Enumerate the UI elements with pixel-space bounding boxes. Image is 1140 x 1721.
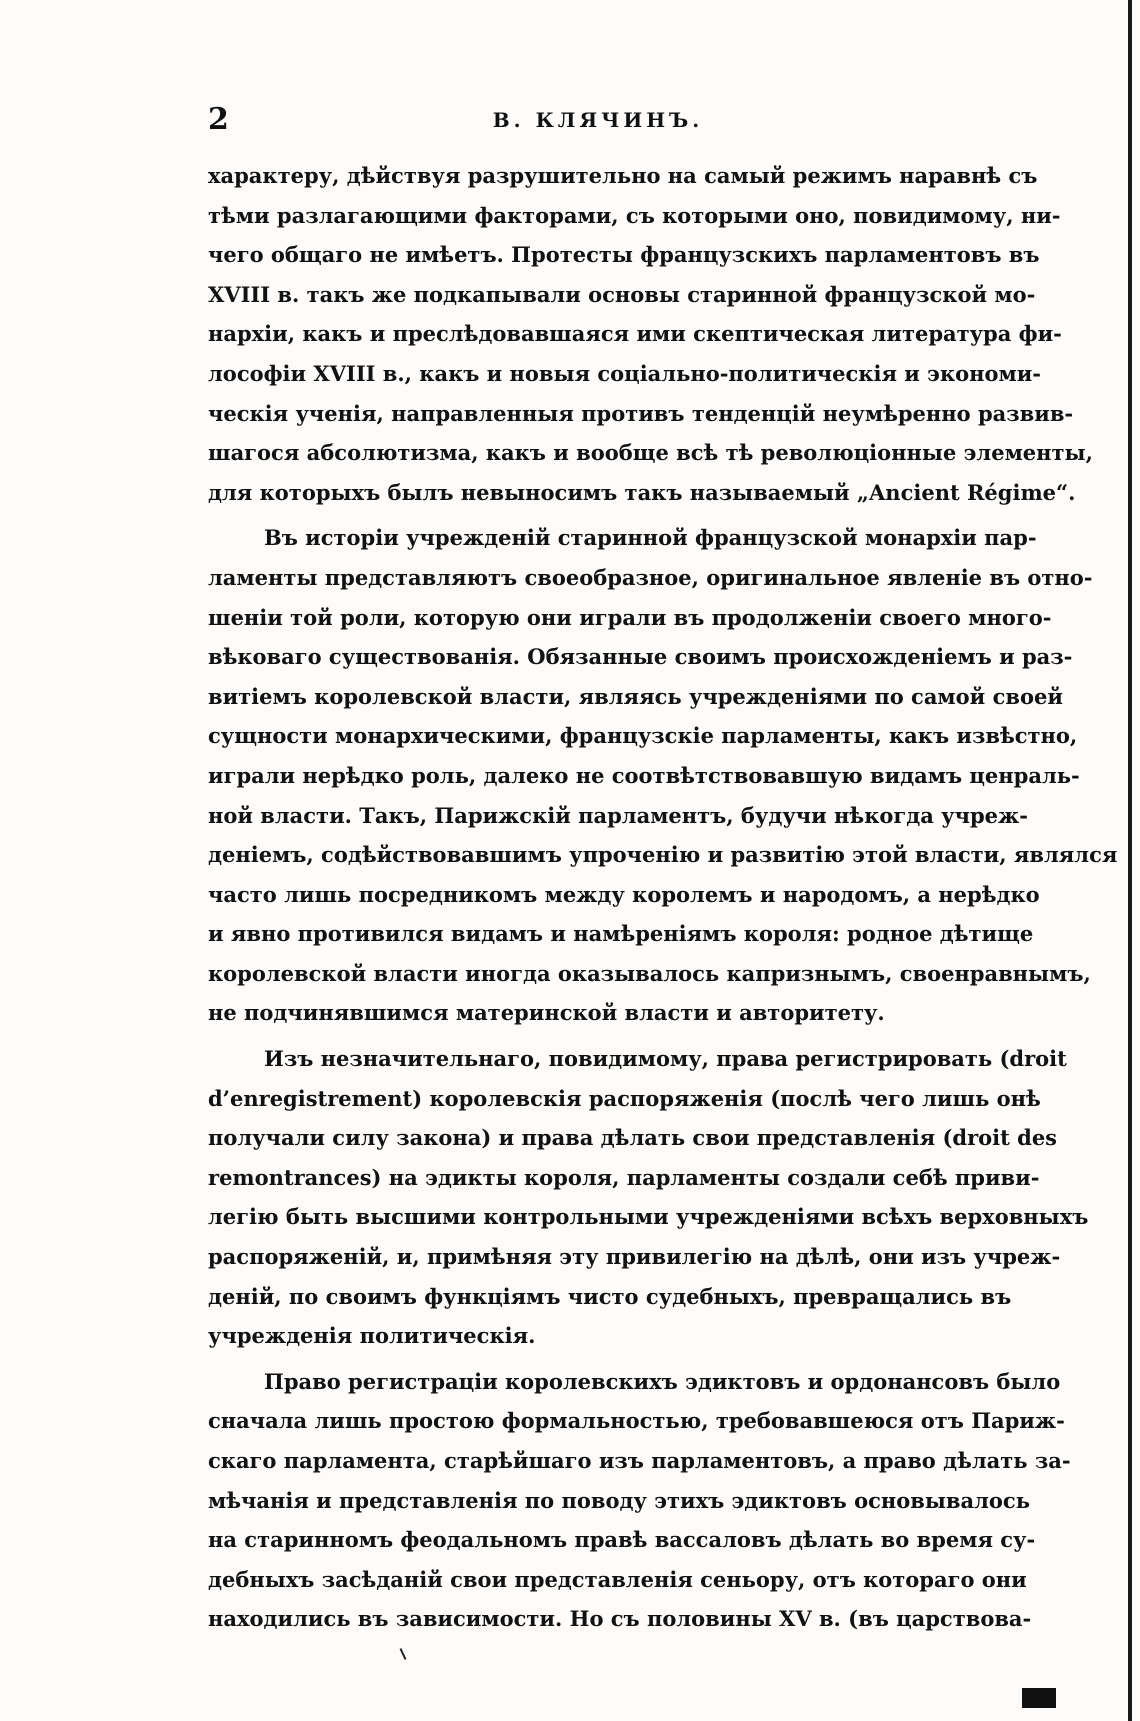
text-line: королевской власти иногда оказывалось капризнымъ, своенравнымъ, bbox=[208, 960, 1091, 986]
text-line: сначала лишь простою формальностью, требовавшеюся отъ Париж- bbox=[208, 1408, 1065, 1434]
text-line: шеніи той роли, которую они играли въ продолженіи своего много- bbox=[208, 604, 1052, 630]
text-line: на старинномъ феодальномъ правѣ вассаловъ дѣлать во время су- bbox=[208, 1527, 1036, 1553]
text-line: сущности монархическими, французскіе парламенты, какъ извѣстно, bbox=[208, 723, 1078, 749]
paragraph bbox=[208, 156, 1093, 512]
text-line: характеру, дѣйствуя разрушительно на самый режимъ наравнѣ съ bbox=[208, 163, 1038, 188]
text-line: мѣчанія и представленія по поводу этихъ эдиктовъ основывалось bbox=[208, 1487, 1030, 1513]
paragraph bbox=[208, 1039, 1089, 1356]
text-line: находились въ зависимости. Но съ половины XV в. (въ царствова- bbox=[208, 1606, 1032, 1632]
text-line: получали силу закона) и права дѣлать свои представленія (droit des bbox=[208, 1125, 1058, 1151]
running-title: В. КЛЯЧИНЪ. bbox=[492, 108, 704, 132]
text-line: Изъ незначительнаго, повидимому, права регистрировать (droit bbox=[264, 1046, 1067, 1072]
text-line: скаго парламента, старѣйшаго изъ парламентовъ, а право дѣлать за- bbox=[208, 1448, 1071, 1473]
page-number: 2 bbox=[208, 102, 229, 137]
text-line: d’enregistrement) королевскія распоряженія (послѣ чего лишь онѣ bbox=[208, 1085, 1041, 1111]
page-binding-edge bbox=[1128, 0, 1132, 1721]
text-line: шагося абсолютизма, какъ и вообще всѣ тѣ революціонные элементы, bbox=[208, 440, 1093, 466]
text-line: и явно противился видамъ и намѣреніямъ короля: родное дѣтище bbox=[208, 921, 1034, 947]
text-line: remontrances) на эдикты короля, парламенты создали себѣ приви- bbox=[208, 1164, 1040, 1190]
text-line: ной власти. Такъ, Парижскій парламентъ, будучи нѣкогда учреж- bbox=[208, 802, 1028, 828]
text-line: для которыхъ былъ невыносимъ такъ называемый „Ancient Régime“. bbox=[208, 479, 1076, 505]
paragraph bbox=[208, 518, 1118, 1033]
text-line: нархіи, какъ и преслѣдовавшаяся ими скептическая литература фи- bbox=[208, 321, 1062, 347]
text-line: Право регистраціи королевскихъ эдиктовъ и ордонансовъ было bbox=[264, 1368, 1061, 1394]
text-line: Въ исторіи учрежденій старинной французской монархіи пар- bbox=[264, 525, 1037, 551]
text-line: деніемъ, содѣйствовавшимъ упроченію и развитію этой власти, являлся bbox=[208, 842, 1118, 868]
paragraph bbox=[208, 1362, 1071, 1639]
stray-ink-mark bbox=[400, 1648, 407, 1660]
text-line: тѣми разлагающими факторами, съ которыми оно, повидимому, ни- bbox=[208, 202, 1061, 228]
text-line: деній, по своимъ функціямъ чисто судебныхъ, превращались въ bbox=[208, 1283, 1012, 1309]
text-line: дебныхъ засѣданій свои представленія сеньору, отъ котораго они bbox=[208, 1566, 1027, 1592]
text-line: чего общаго не имѣетъ. Протесты французскихъ парламентовъ въ bbox=[208, 242, 1040, 268]
text-line: лософіи XVIII в., какъ и новыя соціально-политическія и экономи- bbox=[208, 360, 1042, 386]
text-line: ческія ученія, направленныя противъ тенденцій неумѣренно развив- bbox=[208, 400, 1074, 426]
text-line: XVIII в. такъ же подкапывали основы старинной французской мо- bbox=[208, 281, 1036, 307]
text-line: учрежденія политическія. bbox=[208, 1323, 536, 1349]
text-line: вѣковаго существованія. Обязанные своимъ происхожденіемъ и раз- bbox=[208, 644, 1073, 670]
page-header bbox=[208, 102, 988, 142]
text-line: не подчинявшимся материнской власти и авторитету. bbox=[208, 1000, 885, 1026]
text-line: часто лишь посредникомъ между королемъ и народомъ, а нерѣдко bbox=[208, 881, 1040, 907]
scan-corner-mark bbox=[1022, 1688, 1056, 1708]
text-line: распоряженій, и, примѣняя эту привилегію на дѣлѣ, они изъ учреж- bbox=[208, 1244, 1061, 1270]
text-line: витіемъ королевской власти, являясь учрежденіями по самой своей bbox=[208, 683, 1063, 709]
text-line: легію быть высшими контрольными учрежденіями всѣхъ верховныхъ bbox=[208, 1204, 1089, 1230]
text-line: играли нерѣдко роль, далеко не соотвѣтствовавшую видамъ ценраль- bbox=[208, 762, 1080, 788]
text-line: ламенты представляютъ своеобразное, оригинальное явленіе въ отно- bbox=[208, 564, 1093, 590]
body-text bbox=[208, 156, 1118, 1639]
